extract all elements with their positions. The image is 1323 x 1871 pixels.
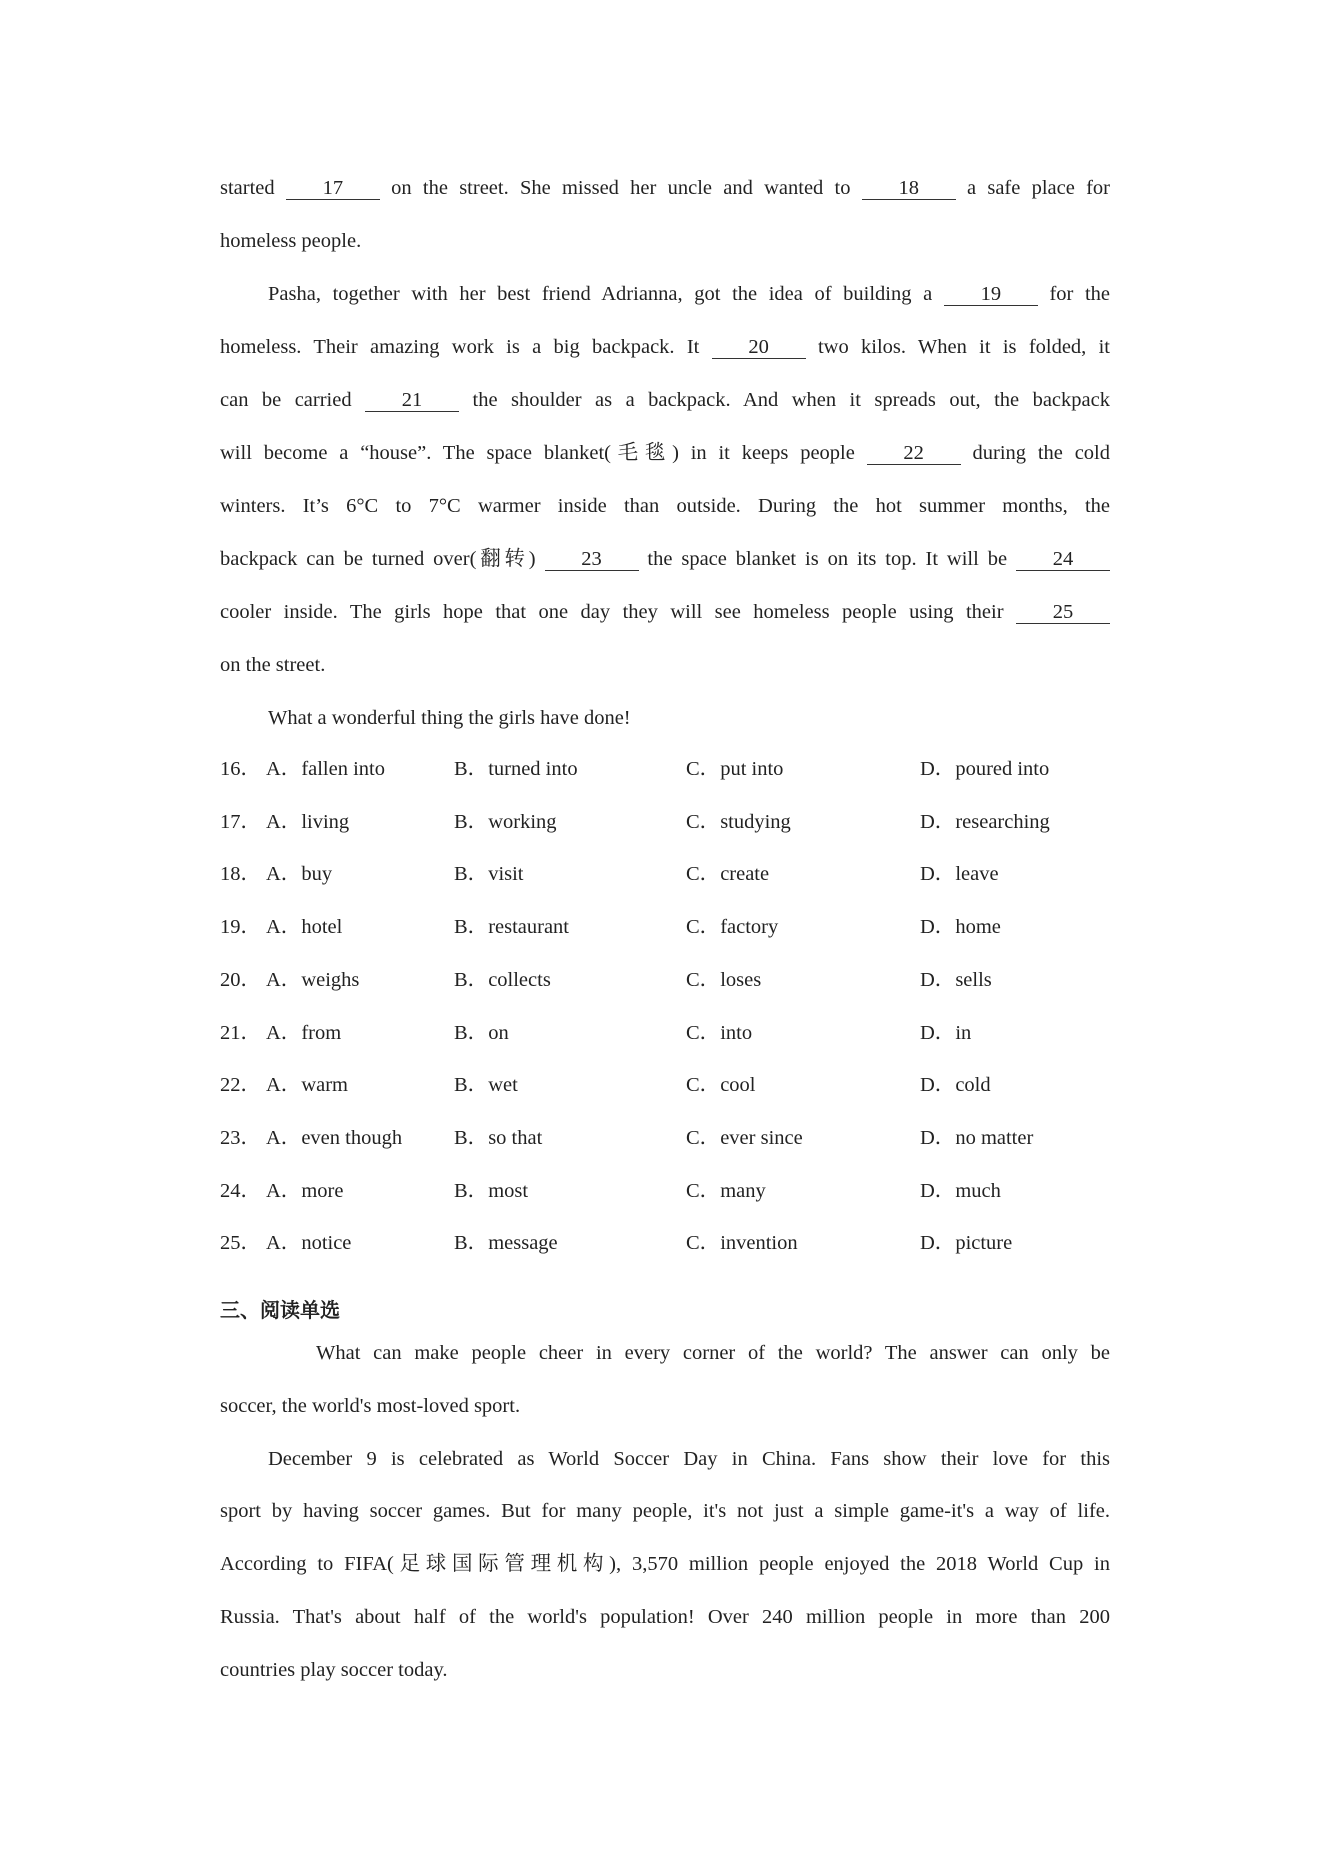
option-text: turned into: [488, 758, 578, 780]
section-heading: 三、阅读单选: [220, 1298, 340, 1322]
answer-blank: 20: [712, 336, 806, 359]
text-line: [220, 1392, 1110, 1420]
option-letter: B．: [454, 916, 489, 939]
option-d: [920, 1229, 1012, 1257]
option-letter: A．: [266, 916, 302, 939]
option-d: [920, 860, 999, 888]
text-span: countries play soccer today.: [220, 1658, 448, 1681]
option-letter: D．: [920, 916, 956, 939]
option-c: [686, 966, 761, 994]
option-d: [920, 1071, 991, 1099]
option-text: leave: [955, 863, 999, 886]
text-span: can be carried: [220, 389, 366, 411]
option-text: even though: [301, 1126, 403, 1149]
option-letter: A．: [266, 1126, 302, 1149]
option-letter: D．: [920, 1179, 956, 1202]
option-text: picture: [955, 1232, 1013, 1255]
option-c: [686, 808, 791, 836]
option-letter: C．: [686, 810, 721, 833]
option-c: [686, 913, 778, 941]
option-letter: C．: [686, 863, 721, 886]
option-text: visit: [488, 863, 524, 886]
option-a: [266, 1177, 343, 1205]
option-text: poured into: [955, 758, 1050, 780]
option-letter: C．: [686, 968, 721, 991]
option-d: [920, 913, 1001, 941]
option-letter: B．: [454, 758, 489, 780]
option-letter: D．: [920, 1021, 956, 1044]
option-b: [454, 913, 569, 941]
text-span: backpack can be turned over(翻转): [220, 548, 545, 570]
text-span: homeless people.: [220, 230, 362, 252]
option-letter: D．: [920, 758, 956, 780]
option-letter: B．: [454, 1074, 489, 1097]
text-line: [220, 598, 1110, 626]
option-letter: B．: [454, 863, 489, 886]
option-text: so that: [488, 1126, 543, 1149]
text-span: a safe place for: [955, 177, 1111, 199]
text-span: started: [220, 177, 286, 199]
option-b: [454, 1124, 542, 1152]
text-line: [220, 280, 1110, 308]
option-c: [686, 1019, 752, 1047]
option-a: [266, 913, 342, 941]
option-c: [686, 1071, 755, 1099]
text-line: [220, 1497, 1110, 1525]
question-number: 23．: [220, 1126, 261, 1149]
option-text: living: [301, 810, 350, 833]
option-text: home: [955, 916, 1001, 939]
text-line: [220, 1445, 1110, 1473]
text-span: cooler inside. The girls hope that one day they will see homeless people using their: [220, 601, 1016, 623]
text-span: the space blanket is on its top. It will be: [638, 548, 1016, 570]
option-d: [920, 755, 1049, 783]
text-span: for the: [1037, 283, 1110, 305]
option-text: buy: [301, 863, 333, 886]
answer-blank: 25: [1016, 601, 1110, 624]
option-letter: A．: [266, 758, 302, 780]
option-a: [266, 755, 385, 783]
option-a: [266, 808, 349, 836]
option-text: in: [955, 1021, 972, 1044]
option-text: more: [301, 1179, 344, 1202]
option-c: [686, 860, 769, 888]
answer-blank: 18: [862, 177, 956, 200]
option-d: [920, 1177, 1001, 1205]
option-text: much: [955, 1179, 1001, 1202]
text-line: [220, 227, 1110, 255]
option-letter: A．: [266, 1232, 302, 1255]
answer-blank: 21: [365, 389, 459, 412]
question-number: 19．: [220, 916, 261, 939]
option-text: loses: [720, 968, 762, 991]
text-line: [220, 545, 1110, 573]
option-text: cool: [720, 1074, 756, 1097]
option-text: fallen into: [301, 758, 385, 780]
option-d: [920, 1124, 1033, 1152]
option-letter: C．: [686, 758, 721, 780]
text-line: [220, 333, 1110, 361]
option-letter: D．: [920, 1074, 956, 1097]
text-span: sport by having soccer games. But for many people, it's not just a simple game-it's a way of life.: [220, 1500, 1110, 1523]
option-text: no matter: [955, 1126, 1034, 1149]
option-text: studying: [720, 810, 791, 833]
option-text: message: [488, 1232, 558, 1255]
option-text: from: [301, 1021, 342, 1044]
option-text: hotel: [301, 916, 343, 939]
option-letter: C．: [686, 1074, 721, 1097]
text-span: will become a “house”. The space blanket(毛毯) in it keeps people: [220, 442, 867, 464]
question-number: 22．: [220, 1074, 261, 1097]
option-letter: C．: [686, 1021, 721, 1044]
option-text: create: [720, 863, 770, 886]
option-c: [686, 1124, 803, 1152]
option-text: notice: [301, 1232, 352, 1255]
option-d: [920, 966, 992, 994]
option-b: [454, 1019, 509, 1047]
option-text: cold: [955, 1074, 991, 1097]
text-span: Russia. That's about half of the world's population! Over 240 million people in more than 200: [220, 1606, 1110, 1628]
option-letter: C．: [686, 916, 721, 939]
question-number: 25．: [220, 1232, 261, 1255]
option-a: [266, 1229, 351, 1257]
option-text: most: [488, 1179, 529, 1202]
text-line: [220, 704, 1110, 732]
text-line: [220, 651, 1110, 679]
text-span: December 9 is celebrated as World Soccer Day in China. Fans show their love for this: [268, 1447, 1110, 1470]
option-a: [266, 1124, 402, 1152]
option-text: on: [488, 1021, 509, 1044]
option-letter: A．: [266, 968, 302, 991]
option-text: many: [720, 1179, 766, 1202]
option-letter: D．: [920, 1126, 956, 1149]
option-letter: D．: [920, 810, 956, 833]
option-text: invention: [720, 1232, 798, 1255]
question-number: 18．: [220, 863, 261, 886]
option-text: factory: [720, 916, 779, 939]
option-text: researching: [955, 810, 1050, 833]
option-letter: A．: [266, 1074, 302, 1097]
text-span: on the street.: [220, 654, 326, 676]
text-line: [220, 1550, 1110, 1578]
option-letter: A．: [266, 863, 302, 886]
option-letter: D．: [920, 863, 956, 886]
option-a: [266, 860, 332, 888]
option-text: into: [720, 1021, 753, 1044]
option-b: [454, 755, 578, 783]
text-span: on the street. She missed her uncle and wanted to: [379, 177, 862, 199]
text-line: [220, 386, 1110, 414]
answer-blank: 22: [867, 442, 961, 465]
text-span: What can make people cheer in every corner of the world? The answer can only be: [316, 1342, 1110, 1364]
option-a: [266, 966, 359, 994]
text-span: What a wonderful thing the girls have done!: [268, 707, 631, 729]
option-text: restaurant: [488, 916, 570, 939]
answer-blank: 19: [944, 283, 1038, 306]
option-letter: B．: [454, 1179, 489, 1202]
question-number: 17．: [220, 810, 261, 833]
option-text: sells: [955, 968, 992, 991]
text-span: soccer, the world's most-loved sport.: [220, 1394, 521, 1417]
question-number: 21．: [220, 1021, 261, 1044]
question-number: 16．: [220, 758, 261, 780]
option-letter: C．: [686, 1232, 721, 1255]
option-b: [454, 860, 524, 888]
option-text: working: [488, 810, 557, 833]
question-number: 20．: [220, 968, 261, 991]
answer-blank: 24: [1016, 548, 1110, 571]
option-letter: A．: [266, 810, 302, 833]
answer-blank: 23: [545, 548, 639, 571]
option-text: weighs: [301, 968, 360, 991]
text-span: Pasha, together with her best friend Adrianna, got the idea of building a: [268, 283, 944, 305]
option-letter: B．: [454, 1126, 489, 1149]
option-b: [454, 808, 557, 836]
option-letter: D．: [920, 1232, 956, 1255]
text-line: [220, 174, 1110, 202]
option-b: [454, 1177, 528, 1205]
option-b: [454, 966, 551, 994]
option-letter: B．: [454, 968, 489, 991]
text-span: homeless. Their amazing work is a big backpack. It: [220, 336, 712, 358]
option-a: [266, 1019, 341, 1047]
question-number: 24．: [220, 1179, 261, 1202]
option-letter: B．: [454, 810, 489, 833]
text-span: the shoulder as a backpack. And when it spreads out, the backpack: [459, 389, 1110, 411]
option-text: warm: [301, 1074, 348, 1097]
option-letter: A．: [266, 1179, 302, 1202]
answer-blank: 17: [286, 177, 380, 200]
option-c: [686, 1177, 766, 1205]
option-text: put into: [720, 758, 784, 780]
option-text: collects: [488, 968, 551, 991]
option-d: [920, 1019, 971, 1047]
option-c: [686, 1229, 798, 1257]
option-letter: B．: [454, 1232, 489, 1255]
text-line: [220, 1339, 1110, 1367]
option-letter: A．: [266, 1021, 302, 1044]
option-text: ever since: [720, 1126, 803, 1149]
text-line: [220, 1656, 1110, 1684]
option-letter: C．: [686, 1126, 721, 1149]
text-span: during the cold: [960, 442, 1110, 464]
text-line: [220, 1603, 1110, 1631]
text-line: [220, 492, 1110, 520]
text-span: According to FIFA(足球国际管理机构), 3,570 million people enjoyed the 2018 World Cup in: [220, 1553, 1110, 1576]
option-letter: B．: [454, 1021, 489, 1044]
option-text: wet: [488, 1074, 518, 1097]
option-d: [920, 808, 1050, 836]
text-span: two kilos. When it is folded, it: [805, 336, 1110, 358]
text-span: winters. It’s 6°C to 7°C warmer inside than outside. During the hot summer months, the: [220, 495, 1110, 517]
option-c: [686, 755, 783, 783]
option-letter: C．: [686, 1179, 721, 1202]
option-a: [266, 1071, 348, 1099]
text-line: [220, 439, 1110, 467]
option-b: [454, 1071, 518, 1099]
option-letter: D．: [920, 968, 956, 991]
option-b: [454, 1229, 558, 1257]
